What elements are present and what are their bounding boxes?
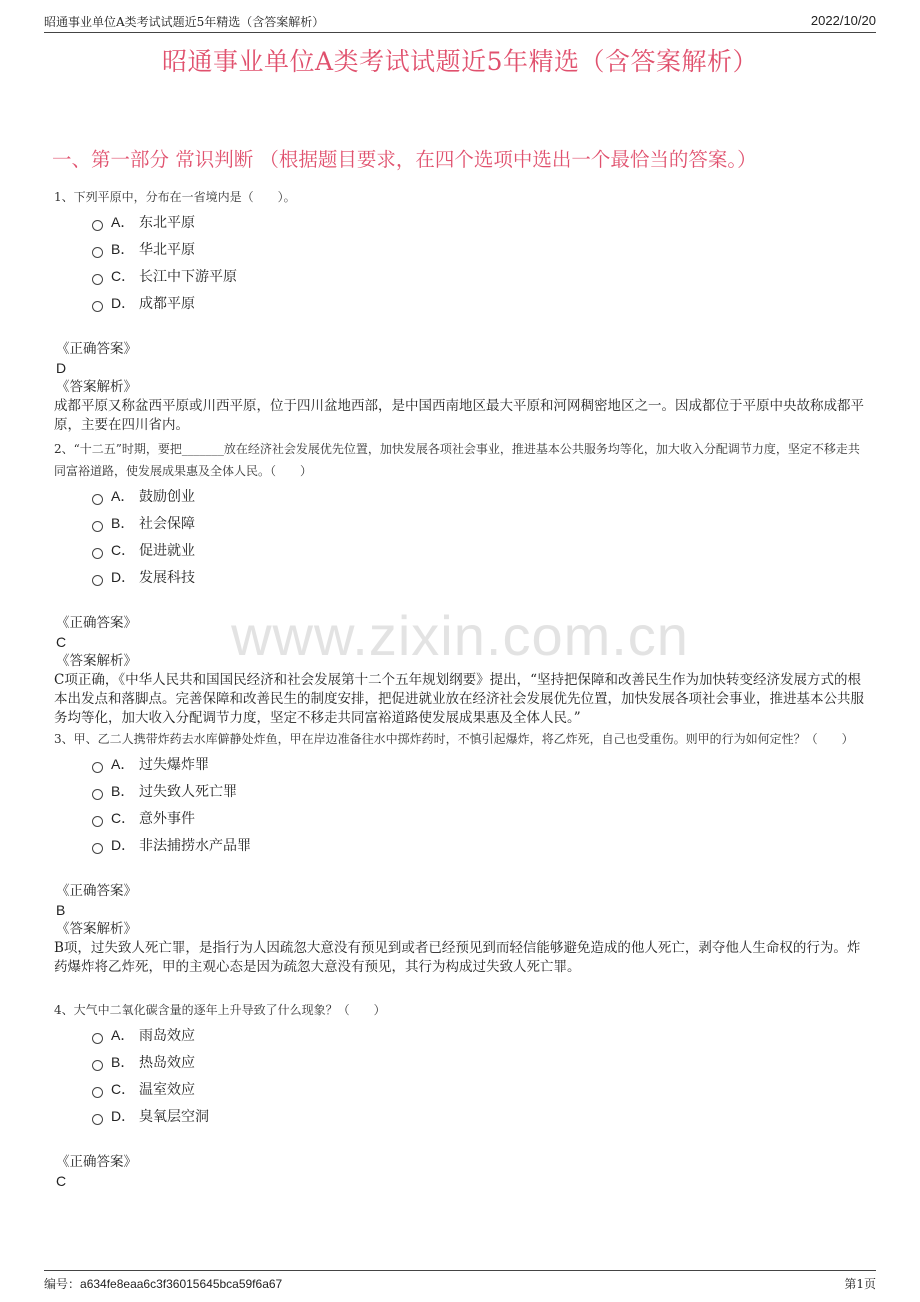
option-a[interactable] (92, 753, 868, 780)
option-c[interactable] (92, 807, 868, 834)
option-text: 成都平原 (139, 296, 195, 312)
option-list (54, 1024, 868, 1132)
answer-block (54, 882, 868, 977)
question-stem: 2、“十二五”时期，要把_______放在经济社会发展优先位置，加快发展各项社会事业，推进基本公共服务均等化，加大收入分配调节力度，坚定不移走共同富裕道路，使发展成果惠及全体人民。（ ） (54, 442, 860, 478)
page-footer (44, 1270, 876, 1295)
option-d[interactable] (92, 1105, 868, 1132)
answer-block (54, 340, 868, 435)
option-text: 发展科技 (139, 570, 195, 586)
answer-value: C (56, 1173, 67, 1189)
option-b[interactable] (92, 512, 868, 539)
option-a[interactable] (92, 485, 868, 512)
option-d[interactable] (92, 566, 868, 593)
option-d[interactable] (92, 292, 868, 319)
option-letter: C． (111, 1081, 136, 1097)
option-b[interactable] (92, 1051, 868, 1078)
option-letter: B． (111, 1054, 135, 1070)
question-stem: 4、大气中二氧化碳含量的逐年上升导致了什么现象？（ ） (54, 1003, 386, 1017)
option-a[interactable] (92, 211, 868, 238)
option-text: 臭氧层空洞 (139, 1109, 209, 1125)
option-letter: C． (111, 542, 136, 558)
option-list (54, 485, 868, 593)
option-text: 促进就业 (139, 543, 195, 559)
option-text: 社会保障 (139, 516, 195, 532)
option-letter: B． (111, 515, 135, 531)
option-list (54, 753, 868, 861)
radio-icon[interactable] (92, 247, 103, 258)
explanation-label: 《答案解析》 (56, 653, 137, 669)
explanation-label: 《答案解析》 (56, 379, 137, 395)
explanation-text: 成都平原又称盆西平原或川西平原，位于四川盆地西部，是中国西南地区最大平原和河网稠密地区之一。因成都位于平原中央故称成都平原，主要在四川省内。 (54, 398, 864, 433)
radio-icon[interactable] (92, 1060, 103, 1071)
answer-label: 《正确答案》 (56, 341, 137, 357)
radio-icon[interactable] (92, 220, 103, 231)
header-doc-name: 昭通事业单位A类考试试题近5年精选（含答案解析） (44, 15, 325, 29)
option-d[interactable] (92, 834, 868, 861)
radio-icon[interactable] (92, 494, 103, 505)
explanation-text: B项，过失致人死亡罪，是指行为人因疏忽大意没有预见到或者已经预见到而轻信能够避免造成的他人死亡，剥夺他人生命权的行为。炸药爆炸将乙炸死，甲的主观心态是因为疏忽大意没有预见，其行为构成过失致人死亡罪。 (54, 940, 861, 975)
option-text: 意外事件 (139, 811, 195, 827)
radio-icon[interactable] (92, 1114, 103, 1125)
footer-code-label: 编号： (44, 1277, 81, 1291)
option-text: 非法捕捞水产品罪 (139, 838, 251, 854)
option-b[interactable] (92, 238, 868, 265)
header-date: 2022/10/20 (810, 13, 876, 28)
option-letter: C． (111, 810, 136, 826)
explanation-text: C项正确，《中华人民共和国国民经济和社会发展第十二个五年规划纲要》提出，“坚持把保障和改善民生作为加快转变经济发展方式的根本出发点和落脚点。完善保障和改善民生的制度安排，把促进就业放在经济社会发展优先位置，加快发展各项社会事业，推进基本公共服务均等化，加大收入分配调节力度，坚定不移走共同富裕道路使发展成果惠及全体人民。” (54, 672, 864, 726)
option-text: 过失致人死亡罪 (139, 784, 237, 800)
option-c[interactable] (92, 539, 868, 566)
option-text: 长江中下游平原 (139, 269, 237, 285)
option-letter: B． (111, 783, 135, 799)
answer-label: 《正确答案》 (56, 615, 137, 631)
radio-icon[interactable] (92, 575, 103, 586)
option-list (54, 211, 868, 319)
radio-icon[interactable] (92, 521, 103, 532)
footer-code-value: a634fe8eaa6c3f36015645bca59f6a67 (80, 1277, 283, 1291)
page-header (44, 10, 876, 33)
option-a[interactable] (92, 1024, 868, 1051)
radio-icon[interactable] (92, 301, 103, 312)
answer-block (54, 1153, 868, 1191)
option-text: 华北平原 (139, 242, 195, 258)
question-3 (54, 728, 868, 977)
option-letter: B． (111, 241, 135, 257)
option-letter: C． (111, 268, 136, 284)
radio-icon[interactable] (92, 1087, 103, 1098)
radio-icon[interactable] (92, 548, 103, 559)
question-4 (54, 999, 868, 1191)
option-text: 温室效应 (139, 1082, 195, 1098)
option-text: 鼓励创业 (139, 489, 195, 505)
answer-value: C (56, 634, 67, 650)
answer-block (54, 614, 868, 728)
watermark: www.zixin.com.cn (231, 604, 689, 667)
question-stem: 1、下列平原中，分布在一省境内是（ ）。 (54, 190, 296, 204)
option-text: 热岛效应 (139, 1055, 195, 1071)
option-letter: A． (111, 1027, 135, 1043)
option-b[interactable] (92, 780, 868, 807)
option-letter: A． (111, 214, 135, 230)
answer-value: B (56, 902, 66, 918)
section-heading: 一、第一部分 常识判断 （根据题目要求，在四个选项中选出一个最恰当的答案。） (52, 148, 757, 171)
radio-icon[interactable] (92, 816, 103, 827)
footer-code (44, 1275, 282, 1292)
option-letter: D． (111, 569, 136, 585)
document-title: 昭通事业单位A类考试试题近5年精选（含答案解析） (162, 47, 758, 76)
option-text: 东北平原 (139, 215, 195, 231)
radio-icon[interactable] (92, 789, 103, 800)
answer-label: 《正确答案》 (56, 883, 137, 899)
answer-label: 《正确答案》 (56, 1154, 137, 1170)
question-1 (54, 186, 868, 435)
option-c[interactable] (92, 265, 868, 292)
question-2 (54, 438, 868, 728)
radio-icon[interactable] (92, 843, 103, 854)
option-letter: D． (111, 295, 136, 311)
explanation-label: 《答案解析》 (56, 921, 137, 937)
option-text: 雨岛效应 (139, 1028, 195, 1044)
question-stem: 3、甲、乙二人携带炸药去水库僻静处炸鱼，甲在岸边准备往水中掷炸药时，不慎引起爆炸，将乙炸死，自己也受重伤。则甲的行为如何定性？（ ） (54, 732, 854, 746)
option-letter: A． (111, 756, 135, 772)
radio-icon[interactable] (92, 762, 103, 773)
option-letter: A． (111, 488, 135, 504)
radio-icon[interactable] (92, 1033, 103, 1044)
radio-icon[interactable] (92, 274, 103, 285)
option-c[interactable] (92, 1078, 868, 1105)
option-text: 过失爆炸罪 (139, 757, 209, 773)
option-letter: D． (111, 837, 136, 853)
option-letter: D． (111, 1108, 136, 1124)
answer-value: D (56, 360, 67, 376)
footer-page-number: 第1页 (844, 1277, 876, 1291)
